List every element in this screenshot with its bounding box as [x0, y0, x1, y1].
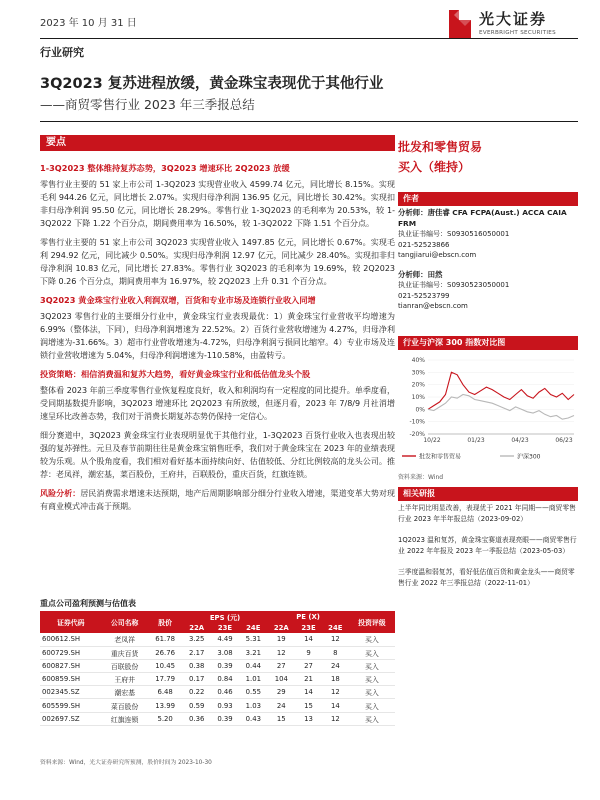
col-year: 22A [267, 622, 295, 633]
analyst-1-cert: 执业证书编号：S0930516050001 [398, 230, 510, 238]
col-year: 24E [239, 622, 267, 633]
rating-cell: 买入 [349, 699, 395, 712]
report-title: 3Q2023 复苏进程放缓，黄金珠宝表现优于其他行业 [40, 76, 384, 92]
summary-heading-1: 1-3Q2023 整体维持复苏态势，3Q2023 增速环比 2Q2023 放缓 [40, 163, 290, 173]
rating-cell: 买入 [349, 673, 395, 686]
pe-cell: 19 [267, 633, 295, 646]
report-subtitle: ——商贸零售行业 2023 年三季报总结 [40, 97, 255, 112]
table-row [40, 686, 395, 699]
risk-paragraph [40, 487, 395, 513]
code-cell: 600612.SH [40, 633, 102, 646]
price-cell: 5.20 [148, 712, 183, 725]
table-row [40, 699, 395, 712]
analyst-2-email[interactable]: tianran@ebscn.com [398, 302, 468, 310]
table-row [40, 673, 395, 686]
summary-header: 要点 [40, 135, 395, 151]
analyst-1-tel: 021-52523866 [398, 240, 450, 249]
related-reports [398, 503, 578, 599]
rating-cell: 买入 [349, 686, 395, 699]
series-line-2 [428, 395, 574, 420]
series-line-1 [428, 372, 574, 409]
eps-cell: 0.39 [211, 659, 239, 672]
analyst-2-cert: 执业证书编号：S0930523050001 [398, 281, 510, 289]
code-cell: 600729.SH [40, 646, 102, 659]
legend-label: 批发和零售贸易 [419, 453, 462, 461]
eps-cell: 0.38 [183, 659, 211, 672]
summary-paragraph-2: 零售行业主要的 51 家上市公司 3Q2023 实现营业收入 1497.85 亿元，同比增长 0.67%。实现毛利 294.92 亿元，同比减少 0.50%。实现归母净利润 12.97 亿元，同比减少 28.40%。实现扣非归母净利润 10.83 亿元，同比增长 27.83%。零售行业 3Q2023 的毛利率为 19.69%，较 2Q2023 下降 0.26 个百分点，期间费用率为 16.97%，较 2Q2023 上升 0.31 个百分点。 [40, 238, 395, 286]
pe-cell: 24 [322, 659, 349, 672]
pe-cell: 14 [322, 699, 349, 712]
analyst-2-name: 分析师：田然 [398, 269, 443, 279]
eps-cell: 3.08 [211, 646, 239, 659]
code-cell: 600859.SH [40, 673, 102, 686]
y-tick-label: 40% [411, 357, 425, 364]
y-tick-label: -10% [409, 418, 425, 426]
price-cell: 26.76 [148, 646, 183, 659]
y-tick-label: 10% [411, 394, 425, 401]
table-note: 资料来源：Wind，光大证券研究所预测，股价时间为 2023-10-30 [40, 760, 212, 766]
code-cell: 600827.SH [40, 659, 102, 672]
name-cell: 百联股份 [102, 659, 148, 672]
pe-cell: 14 [295, 686, 322, 699]
summary-paragraph-4: 整体看 2023 年前三季度零售行业恢复程度良好，收入和利润均有一定程度的同比提升。单季度看，受同期基数提升影响，3Q2023 增速环比 2Q2023 有所放缓，但逐月看，2023 年 7/8/9 月社消增速呈环比改善态势，我们对于消费长期复苏态势仍保持一定信心。 [40, 386, 395, 421]
x-tick-label: 10/22 [423, 437, 441, 444]
header-divider [40, 38, 578, 39]
name-cell: 老凤祥 [102, 633, 148, 646]
price-cell: 17.79 [148, 673, 183, 686]
table-title: 重点公司盈利预测与估值表 [40, 599, 136, 608]
price-cell: 61.78 [148, 633, 183, 646]
eps-cell: 0.36 [183, 712, 211, 725]
author-header: 作者 [398, 192, 578, 206]
industry-rating: 买入（维持） [398, 160, 471, 174]
related-report-2[interactable]: 1Q2023 温和复苏，黄金珠宝赛道表现亮眼——商贸零售行业 2022 年年报及 2023 年一季报总结（2023-05-03） [398, 536, 577, 555]
forecast-table [40, 611, 395, 726]
name-cell: 重庆百货 [102, 646, 148, 659]
table-row [40, 646, 395, 659]
pe-cell: 13 [295, 712, 322, 725]
chart-source: 资料来源：Wind [398, 474, 444, 481]
code-cell: 605599.SH [40, 699, 102, 712]
summary-paragraph-1: 零售行业主要的 51 家上市公司 1-3Q2023 实现营业收入 4599.74 亿元，同比增长 8.15%。实现毛利 944.26 亿元，同比增长 2.07%。实现归母净利润 136.95 亿元，同比增长 30.42%。实现扣非归母净利润 95.50 亿元，同比增长 28.29%。零售行业 1-3Q2023 的毛利率为 20.53%，较 1-3Q2022 下降 1.22 个百分点，期间费用率为 16.50%，较 1-3Q2022 下降 1.51 个百分点。 [40, 180, 395, 228]
name-cell: 红旗连锁 [102, 712, 148, 725]
summary-body [40, 162, 395, 519]
pe-cell: 27 [267, 659, 295, 672]
x-tick-label: 06/23 [555, 437, 573, 444]
author-block [398, 208, 578, 312]
logo-mark-icon [445, 8, 475, 40]
y-tick-label: 20% [411, 381, 425, 389]
summary-paragraph-3: 3Q2023 零售行业的主要细分行业中，黄金珠宝行业表现最优：1）黄金珠宝行业营收平均增速为 6.99%（整体法，下同），归母净利润增速为 22.52%。2）百货行业营收增速为 4.27%，归母净利润增速为-31.66%。3）超市行业营收增速为-4.72%，归母净利润亏损同比缩窄。4）专业市场及连锁行业营收增速为 5.04%，归母净利润增速为-110.58%，由盈转亏。 [40, 312, 395, 360]
pe-cell: 104 [267, 673, 295, 686]
eps-cell: 0.55 [239, 686, 267, 699]
pe-cell: 14 [295, 633, 322, 646]
pe-cell: 12 [322, 712, 349, 725]
name-cell: 王府井 [102, 673, 148, 686]
analyst-2-tel: 021-52523799 [398, 291, 450, 300]
y-tick-label: 0% [415, 406, 425, 414]
eps-cell: 0.43 [239, 712, 267, 725]
related-report-3[interactable]: 三季度温和弱复苏，看好低估值百货和黄金龙头——商贸零售行业 2022 年三季报总结（2022-11-01） [398, 568, 575, 587]
pe-cell: 24 [267, 699, 295, 712]
col-code: 证券代码 [40, 611, 102, 633]
pe-cell: 15 [295, 699, 322, 712]
pe-cell: 15 [267, 712, 295, 725]
col-pe: PE (X) [267, 611, 348, 622]
table-row [40, 712, 395, 725]
table-row [40, 633, 395, 646]
col-year: 23E [211, 622, 239, 633]
summary-heading-3: 投资策略：相信消费温和复苏大趋势，看好黄金珠宝行业和低估值龙头个股 [40, 369, 311, 379]
industry-name: 批发和零售贸易 [398, 140, 483, 154]
eps-cell: 2.17 [183, 646, 211, 659]
y-tick-label: 30% [411, 369, 425, 377]
logo-text-en: EVERBRIGHT SECURITIES [479, 30, 556, 36]
code-cell: 002697.SZ [40, 712, 102, 725]
eps-cell: 1.03 [239, 699, 267, 712]
x-tick-label: 01/23 [467, 437, 485, 444]
rating-cell: 买入 [349, 659, 395, 672]
col-year: 24E [322, 622, 349, 633]
eps-cell: 0.46 [211, 686, 239, 699]
eps-cell: 1.01 [239, 673, 267, 686]
name-cell: 菜百股份 [102, 699, 148, 712]
pe-cell: 12 [267, 646, 295, 659]
index-comparison-chart [398, 354, 578, 464]
pe-cell: 21 [295, 673, 322, 686]
report-date: 2023 年 10 月 31 日 [40, 18, 137, 29]
rating-cell: 买入 [349, 633, 395, 646]
risk-text: 居民消费需求增速未达预期，地产后周期影响部分细分行业收入增速，渠道变革大势对现有商业模式冲击高于预期。 [40, 489, 396, 511]
eps-cell: 0.84 [211, 673, 239, 686]
x-tick-label: 04/23 [511, 437, 529, 444]
eps-cell: 4.49 [211, 633, 239, 646]
chart-header: 行业与沪深 300 指数对比图 [398, 336, 578, 350]
analyst-1-email[interactable]: tangjiarui@ebscn.com [398, 251, 477, 259]
pe-cell: 18 [322, 673, 349, 686]
eps-cell: 0.17 [183, 673, 211, 686]
related-report-1[interactable]: 上半年同比明显改善，表现优于 2021 年同期——商贸零售行业 2023 年半年报总结（2023-09-02） [398, 504, 576, 523]
rating-cell: 买入 [349, 646, 395, 659]
eps-cell: 3.25 [183, 633, 211, 646]
pe-cell: 8 [322, 646, 349, 659]
name-cell: 潮宏基 [102, 686, 148, 699]
price-cell: 6.48 [148, 686, 183, 699]
title-divider [40, 121, 578, 122]
col-price: 股价 [148, 611, 183, 633]
eps-cell: 5.31 [239, 633, 267, 646]
report-category: 行业研究 [40, 46, 84, 59]
pe-cell: 29 [267, 686, 295, 699]
analyst-1-name: 分析师：唐佳睿 CFA FCPA(Aust.) ACCA CAIA FRM [398, 208, 567, 228]
col-year: 22A [183, 622, 211, 633]
price-cell: 13.99 [148, 699, 183, 712]
pe-cell: 9 [295, 646, 322, 659]
eps-cell: 0.39 [211, 712, 239, 725]
summary-heading-2: 3Q2023 黄金珠宝行业收入利润双增，百货和专业市场及连锁行业收入同增 [40, 295, 316, 305]
related-header: 相关研报 [398, 487, 578, 501]
summary-paragraph-5: 细分赛道中，3Q2023 黄金珠宝行业表现明显优于其他行业，1-3Q2023 百货行业收入也表现出较强的复苏弹性。元旦及春节前期往往是黄金珠宝销售旺季，我们对于黄金珠宝在 2023 年的业绩表现较为乐观。从个股角度看，我们相对看好基本面持续向好、估值较低、分红比例较高的龙头公司。推荐：老凤祥，潮宏基，菜百股份，王府井，百联股份，重庆百货，红旗连锁。 [40, 431, 395, 479]
eps-cell: 0.59 [183, 699, 211, 712]
pe-cell: 27 [295, 659, 322, 672]
pe-cell: 12 [322, 686, 349, 699]
eps-cell: 0.44 [239, 659, 267, 672]
col-eps: EPS (元) [183, 611, 268, 622]
table-row [40, 659, 395, 672]
eps-cell: 3.21 [239, 646, 267, 659]
col-rating: 投资评级 [349, 611, 395, 633]
y-tick-label: -20% [409, 431, 425, 438]
col-name: 公司名称 [102, 611, 148, 633]
logo-text-cn: 光大证券 [479, 10, 548, 28]
col-year: 23E [295, 622, 322, 633]
risk-label: 风险分析： [40, 489, 81, 498]
eps-cell: 0.93 [211, 699, 239, 712]
legend-label: 沪深300 [517, 453, 541, 461]
rating-cell: 买入 [349, 712, 395, 725]
pe-cell: 12 [322, 633, 349, 646]
code-cell: 002345.SZ [40, 686, 102, 699]
company-logo [445, 6, 570, 46]
eps-cell: 0.22 [183, 686, 211, 699]
price-cell: 10.45 [148, 659, 183, 672]
